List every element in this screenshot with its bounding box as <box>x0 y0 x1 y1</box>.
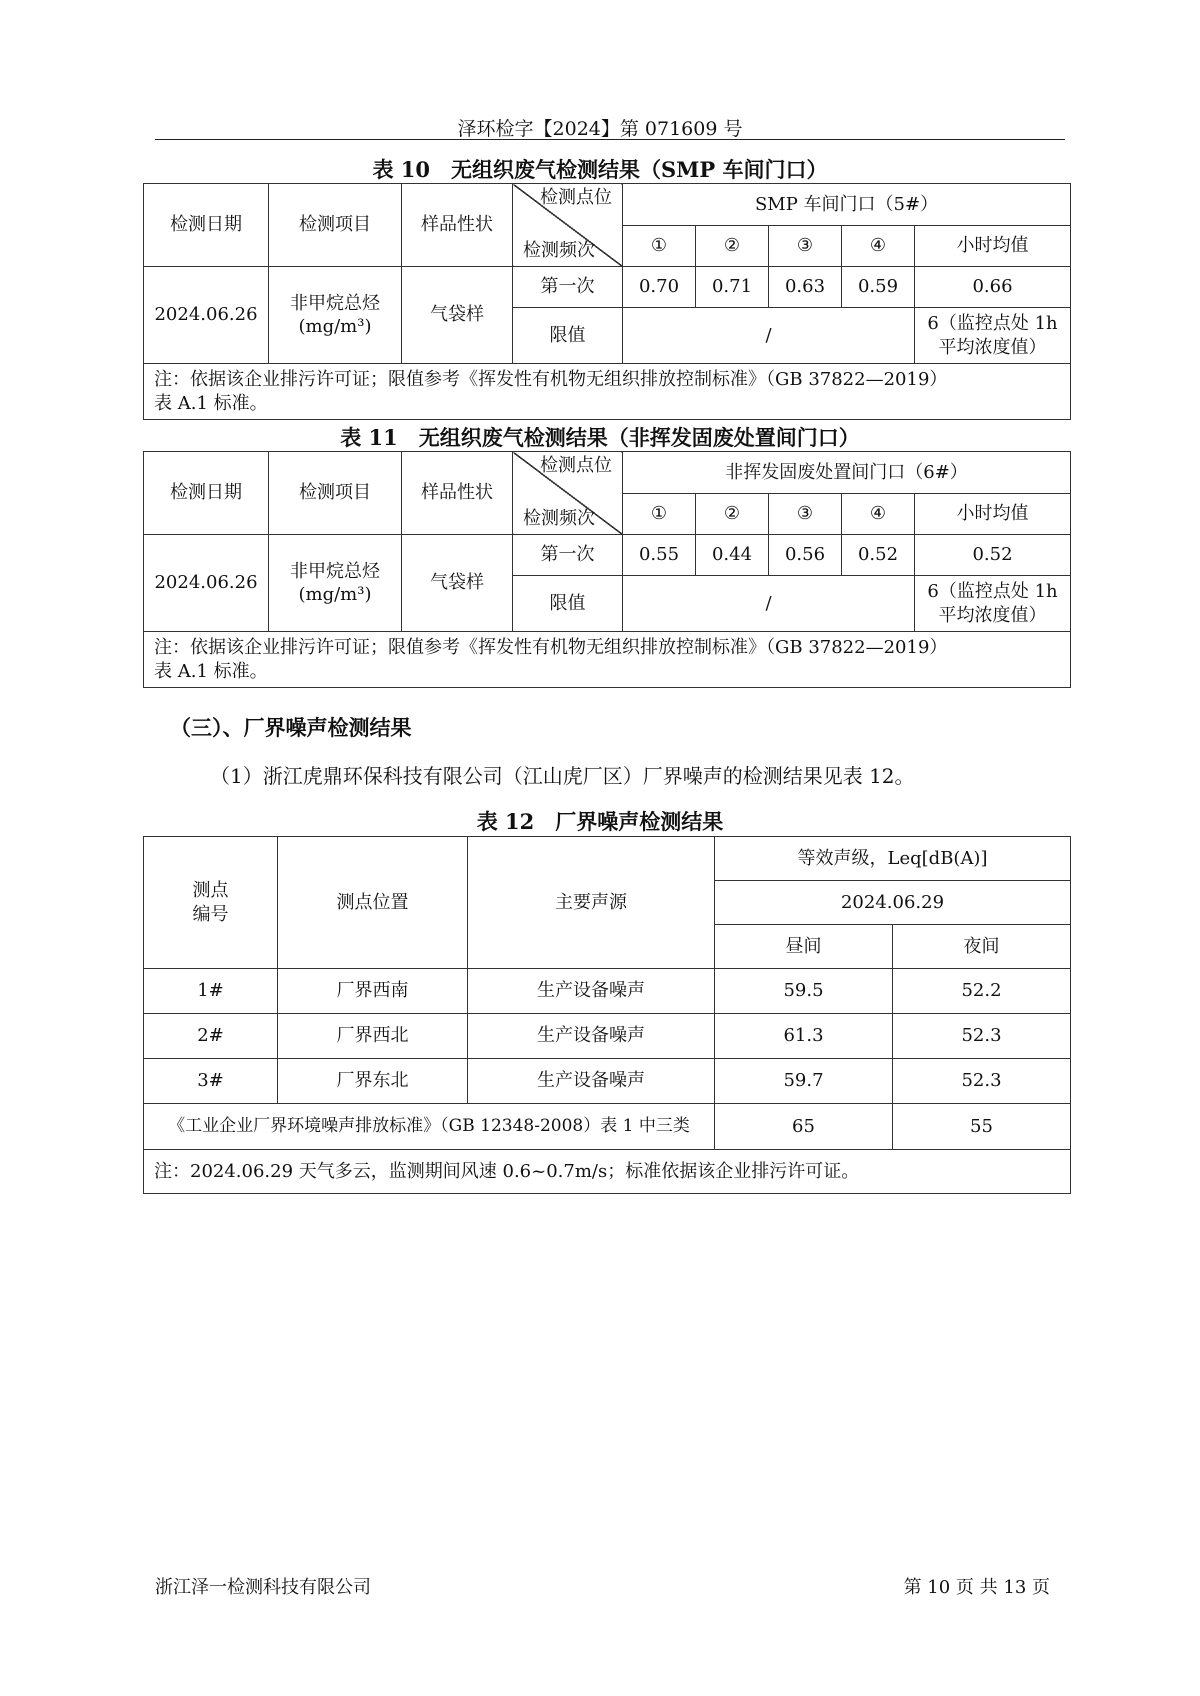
header-no-line: 编号 <box>192 903 229 925</box>
value-3: 0.63 <box>769 267 842 308</box>
diag-top-label: 检测点位 <box>540 455 612 476</box>
standard-day: 65 <box>715 1104 893 1150</box>
item-name: 非甲烷总烃 <box>290 292 380 314</box>
value-day: 61.3 <box>715 1014 893 1059</box>
table12-header-night: 夜间 <box>893 925 1071 969</box>
point-position: 厂界西南 <box>278 969 468 1014</box>
table10-item <box>269 267 402 364</box>
point-source: 生产设备噪声 <box>468 1059 715 1104</box>
table10-sample: 气袋样 <box>402 267 513 364</box>
value-1: 0.55 <box>623 535 696 576</box>
table12-title: 表 12 厂界噪声检测结果 <box>476 809 724 834</box>
table10-note <box>144 364 1071 420</box>
table10-header-item: 检测项目 <box>269 184 402 267</box>
freq-1: ① <box>623 494 696 535</box>
freq-2: ② <box>696 494 769 535</box>
table11-diagonal-cell <box>513 452 623 535</box>
value-avg: 0.66 <box>915 267 1071 308</box>
note-line: 注：依据该企业排污许可证；限值参考《挥发性有机物无组织排放控制标准》（GB 37822—2019） <box>154 369 948 391</box>
table11 <box>143 451 1071 688</box>
point-source: 生产设备噪声 <box>468 969 715 1014</box>
value-night: 52.2 <box>893 969 1071 1014</box>
table11-item <box>269 535 402 632</box>
table-row <box>144 1014 1071 1059</box>
value-day: 59.5 <box>715 969 893 1014</box>
value-4: 0.59 <box>842 267 915 308</box>
table10 <box>143 183 1071 420</box>
table12-header-no <box>144 837 278 969</box>
freq-3: ③ <box>769 226 842 267</box>
value-2: 0.44 <box>696 535 769 576</box>
table11-date: 2024.06.26 <box>144 535 269 632</box>
point-source: 生产设备噪声 <box>468 1014 715 1059</box>
table12-header-position: 测点位置 <box>278 837 468 969</box>
note-line: 注：依据该企业排污许可证；限值参考《挥发性有机物无组织排放控制标准》（GB 37822—2019） <box>154 637 948 659</box>
avg-label: 小时均值 <box>915 494 1071 535</box>
diag-top-label: 检测点位 <box>540 187 612 208</box>
limit-line: 平均浓度值） <box>938 336 1047 358</box>
row-label: 第一次 <box>513 267 623 308</box>
table12-header-source: 主要声源 <box>468 837 715 969</box>
point-position: 厂界东北 <box>278 1059 468 1104</box>
table11-header-item: 检测项目 <box>269 452 402 535</box>
standard-label: 《工业企业厂界环境噪声排放标准》（GB 12348-2008）表 1 中三类 <box>144 1104 715 1150</box>
report-number: 泽环检字【2024】第 071609 号 <box>457 118 743 140</box>
limit-label: 限值 <box>513 308 623 364</box>
limit-line: 6（监控点处 1h <box>927 313 1058 335</box>
item-unit: (mg/m³) <box>298 316 372 337</box>
diag-bottom-label: 检测频次 <box>523 239 595 261</box>
table12-note: 注：2024.06.29 天气多云，监测期间风速 0.6~0.7m/s；标准依据该企业排污许可证。 <box>144 1150 1071 1194</box>
table10-date: 2024.06.26 <box>144 267 269 364</box>
table10-title: 表 10 无组织废气检测结果（SMP 车间门口） <box>372 157 828 182</box>
note-line: 表 A.1 标准。 <box>154 392 268 414</box>
table11-header-sample: 样品性状 <box>402 452 513 535</box>
freq-1: ① <box>623 226 696 267</box>
section-heading: （三）、厂界噪声检测结果 <box>170 715 412 740</box>
point-position: 厂界西北 <box>278 1014 468 1059</box>
freq-4: ④ <box>842 494 915 535</box>
table10-header-date: 检测日期 <box>144 184 269 267</box>
section-paragraph: （1）浙江虎鼎环保科技有限公司（江山虎厂区）厂界噪声的检测结果见表 12。 <box>210 764 915 788</box>
item-name: 非甲烷总烃 <box>290 560 380 582</box>
point-no: 2# <box>144 1014 278 1059</box>
limit-value <box>915 308 1071 364</box>
table10-point: SMP 车间门口（5#） <box>623 184 1071 226</box>
table12-date: 2024.06.29 <box>715 881 1071 925</box>
value-2: 0.71 <box>696 267 769 308</box>
value-night: 52.3 <box>893 1014 1071 1059</box>
table11-title: 表 11 无组织废气检测结果（非挥发固废处置间门口） <box>340 425 860 450</box>
footer-company: 浙江泽一检测科技有限公司 <box>155 1577 371 1598</box>
value-day: 59.7 <box>715 1059 893 1104</box>
limit-slash: / <box>623 308 915 364</box>
table12-header-day: 昼间 <box>715 925 893 969</box>
value-avg: 0.52 <box>915 535 1071 576</box>
limit-line: 6（监控点处 1h <box>927 581 1058 603</box>
table11-point: 非挥发固废处置间门口（6#） <box>623 452 1071 494</box>
avg-label: 小时均值 <box>915 226 1071 267</box>
table11-sample: 气袋样 <box>402 535 513 632</box>
note-line: 表 A.1 标准。 <box>154 660 268 682</box>
table10-diagonal-cell <box>513 184 623 267</box>
item-unit: (mg/m³) <box>298 584 372 605</box>
row-label: 第一次 <box>513 535 623 576</box>
header-rule <box>155 139 1065 140</box>
footer-page-number: 第 10 页 共 13 页 <box>903 1577 1050 1598</box>
table12 <box>143 836 1071 1194</box>
value-night: 52.3 <box>893 1059 1071 1104</box>
point-no: 3# <box>144 1059 278 1104</box>
table-row <box>144 1059 1071 1104</box>
header-no-line: 测点 <box>192 880 229 902</box>
freq-3: ③ <box>769 494 842 535</box>
diag-bottom-label: 检测频次 <box>523 507 595 529</box>
table11-note <box>144 632 1071 688</box>
table11-header-date: 检测日期 <box>144 452 269 535</box>
table12-header-leq: 等效声级，Leq[dB(A)] <box>715 837 1071 881</box>
standard-night: 55 <box>893 1104 1071 1150</box>
limit-line: 平均浓度值） <box>938 604 1047 626</box>
table10-header-sample: 样品性状 <box>402 184 513 267</box>
limit-slash: / <box>623 576 915 632</box>
freq-4: ④ <box>842 226 915 267</box>
table-row <box>144 969 1071 1014</box>
value-3: 0.56 <box>769 535 842 576</box>
limit-label: 限值 <box>513 576 623 632</box>
limit-value <box>915 576 1071 632</box>
value-4: 0.52 <box>842 535 915 576</box>
freq-2: ② <box>696 226 769 267</box>
value-1: 0.70 <box>623 267 696 308</box>
point-no: 1# <box>144 969 278 1014</box>
